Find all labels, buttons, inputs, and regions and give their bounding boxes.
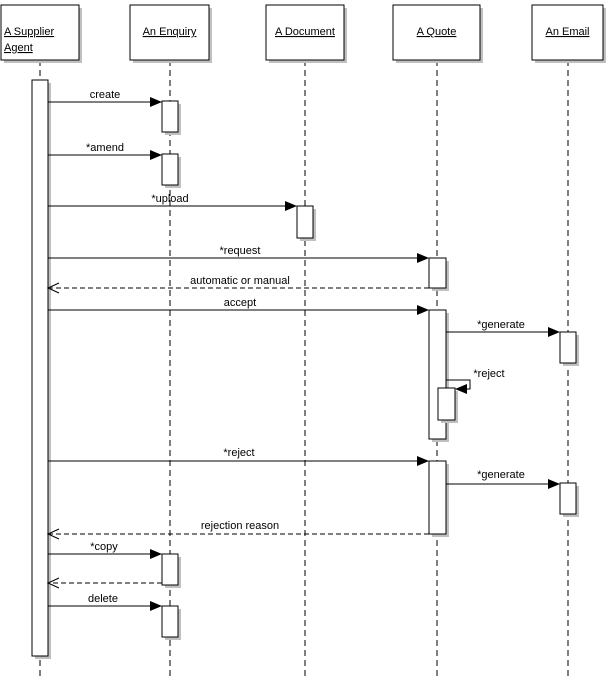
message-label: *amend xyxy=(86,142,124,154)
activation-document-upload xyxy=(297,206,316,241)
arrowhead-filled-icon xyxy=(417,305,429,315)
head-label-document: A Document xyxy=(275,26,335,38)
activation-bar xyxy=(162,554,178,585)
message-label: *generate xyxy=(477,319,525,331)
message-label: automatic or manual xyxy=(190,275,290,287)
message-label: rejection reason xyxy=(200,520,280,532)
activation-bar xyxy=(32,80,48,656)
message-request xyxy=(48,245,429,263)
arrowhead-filled-icon xyxy=(417,253,429,263)
message-amend xyxy=(48,142,162,160)
arrowhead-filled-icon xyxy=(548,327,560,337)
activation-quote-self-reject xyxy=(438,388,458,423)
head-label-email: An Email xyxy=(545,26,590,38)
activation-bar xyxy=(429,461,446,534)
activation-enquiry-copy xyxy=(162,554,181,588)
activation-enquiry-delete xyxy=(162,606,181,640)
message-rejection-reason xyxy=(48,520,429,539)
arrowhead-filled-icon xyxy=(285,201,297,211)
message-label: create xyxy=(89,89,121,101)
activation-quote-reject xyxy=(429,461,449,537)
activation-bar xyxy=(162,101,178,132)
message-automatic-or-manual xyxy=(48,275,429,293)
message-label: *reject xyxy=(473,368,505,380)
head-label-supplier-agent: Agent xyxy=(4,42,33,54)
message-label: *generate xyxy=(477,469,525,481)
arrowhead-filled-icon xyxy=(150,97,162,107)
message-upload xyxy=(48,193,297,211)
message-accept xyxy=(48,297,429,315)
activation-bar xyxy=(297,206,313,238)
activation-bar xyxy=(162,154,178,185)
message-generate-2 xyxy=(446,469,560,489)
head-label-quote: A Quote xyxy=(416,26,457,38)
arrowhead-filled-icon xyxy=(548,479,560,489)
message-label: *request xyxy=(219,245,261,257)
arrowhead-filled-icon xyxy=(150,601,162,611)
activation-enquiry-amend xyxy=(162,154,181,188)
message-reject xyxy=(48,447,429,466)
activation-enquiry-create xyxy=(162,101,181,135)
activation-bar xyxy=(429,258,446,288)
arrowhead-filled-icon xyxy=(150,150,162,160)
arrowhead-filled-icon xyxy=(150,549,162,559)
activation-supplier-agent xyxy=(32,80,51,659)
message-delete xyxy=(48,593,162,611)
lifeline-document xyxy=(266,5,347,676)
head-label-supplier-agent: A Supplier xyxy=(4,26,55,38)
arrowhead-filled-icon xyxy=(417,456,429,466)
activation-quote-request xyxy=(429,258,449,291)
activation-bar xyxy=(438,388,455,420)
message-create xyxy=(48,89,162,107)
message-label: delete xyxy=(88,593,118,605)
message-generate-1 xyxy=(446,319,560,337)
activation-bar xyxy=(560,483,576,514)
activation-bar xyxy=(560,332,576,363)
message-label: accept xyxy=(223,297,257,309)
activation-bar xyxy=(162,606,178,637)
message-label: *upload xyxy=(151,193,189,205)
message-copy xyxy=(48,541,162,559)
message-copy-return xyxy=(48,578,162,588)
message-label: *copy xyxy=(90,541,118,553)
activation-email-generate-1 xyxy=(560,332,579,366)
head-label-enquiry: An Enquiry xyxy=(142,26,197,38)
message-label: *reject xyxy=(223,447,255,459)
activation-email-generate-2 xyxy=(560,483,579,517)
